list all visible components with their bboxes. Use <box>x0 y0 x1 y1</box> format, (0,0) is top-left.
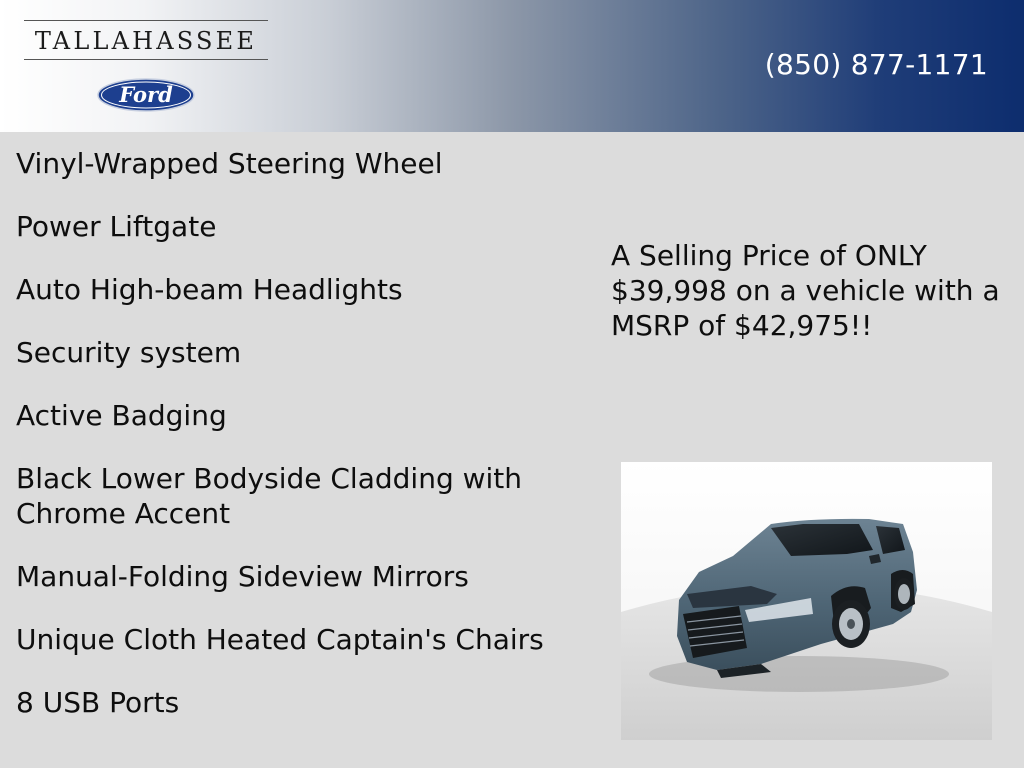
header-banner <box>0 0 1024 132</box>
dealer-name: TALLAHASSEE <box>34 27 258 55</box>
ford-logo-icon[interactable] <box>97 78 195 112</box>
vehicle-photo <box>621 462 992 740</box>
phone-number[interactable]: (850) 877-1171 <box>764 48 988 81</box>
feature-item: 8 USB Ports <box>16 686 180 719</box>
ford-logo-text: Ford <box>119 82 173 107</box>
feature-item: Unique Cloth Heated Captain's Chairs <box>16 623 544 656</box>
dealer-logo[interactable] <box>24 20 268 60</box>
feature-item: Active Badging <box>16 399 227 432</box>
feature-list <box>16 146 576 748</box>
price-offer: A Selling Price of ONLY $39,998 on a vehicle with a MSRP of $42,975!! <box>611 239 1000 342</box>
feature-item: Auto High-beam Headlights <box>16 273 403 306</box>
dealer-bottom-rule <box>24 59 268 60</box>
feature-item: Power Liftgate <box>16 210 217 243</box>
feature-item: Black Lower Bodyside Cladding with Chrome Accent <box>16 462 523 530</box>
feature-item: Vinyl-Wrapped Steering Wheel <box>16 147 443 180</box>
feature-item: Security system <box>16 336 242 369</box>
feature-item: Manual-Folding Sideview Mirrors <box>16 560 469 593</box>
